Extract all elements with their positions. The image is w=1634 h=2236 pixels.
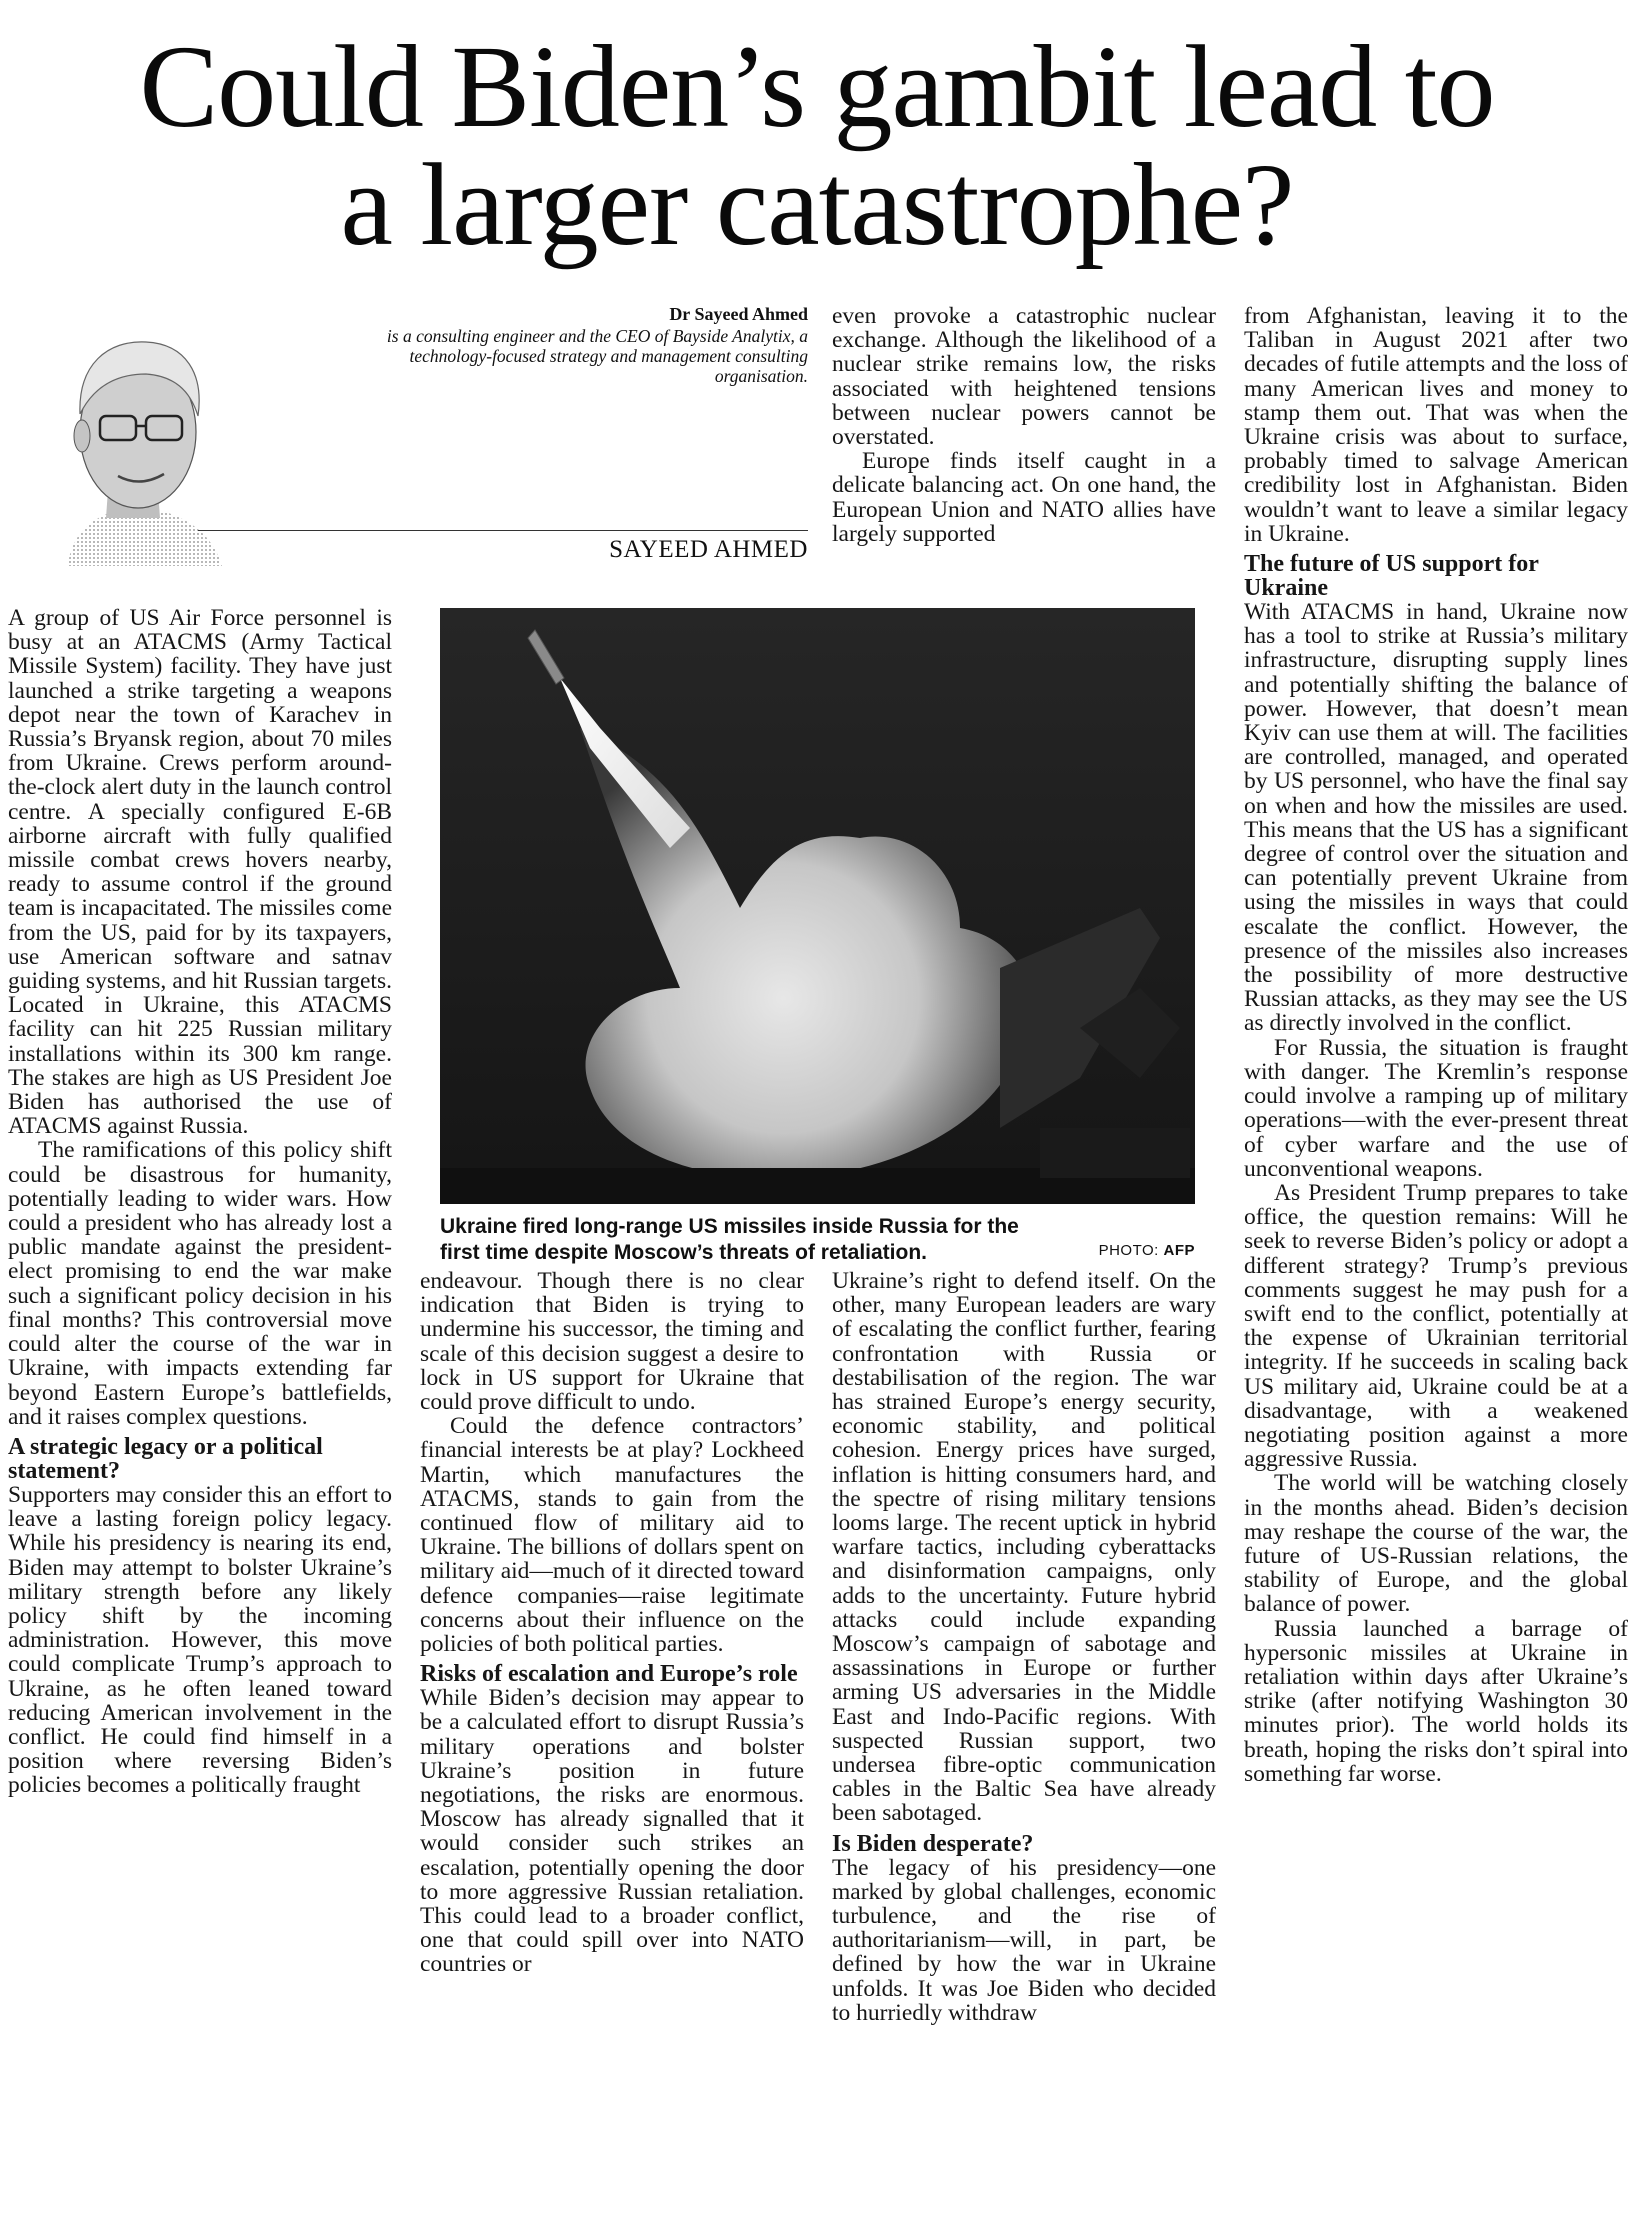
paragraph: The ramifications of this policy shift could be disastrous for humanity, potentially leading to wider wars. How could a president who has already lost a public mandate against the president-elect promising to end the war make such a significant policy decision in his final months? This controversial move could alter the course of the war in Ukraine, with impacts extending far beyond Eastern Europe’s battlefields, and it raises complex questions. — [8, 1137, 392, 1430]
column-1 — [8, 606, 392, 1798]
paragraph: Russia launched a barrage of hypersonic missiles at Ukraine in retaliation within days after Ukraine’s strike (after notifying Washington 30 minutes prior). The world holds its breath, hoping the risks don’t spiral into something far worse. — [1244, 1615, 1628, 1787]
missile-launch-image — [440, 608, 1195, 1204]
paragraph: endeavour. Though there is no clear indication that Biden is trying to undermine his successor, the timing and scale of this decision suggest a desire to lock in US support for Ukraine that could prove difficult to undo. — [420, 1268, 804, 1416]
column-3-top — [832, 304, 1216, 546]
author-portrait — [8, 304, 228, 566]
paragraph: from Afghanistan, leaving it to the Taliban in August 2021 after two decades of futile attempts and the loss of many American lives and money to stamp them out. That was when the Ukraine crisis was about to surface, probably timed to salvage American credibility lost in Afghanistan. Biden wouldn’t want to leave a similar legacy in Ukraine. — [1244, 303, 1628, 547]
paragraph: With ATACMS in hand, Ukraine now has a tool to strike at Russia’s military infrastructure, disrupting supply lines and potentially shifting the balance of power. However, that doesn’t mean Kyiv can use them at will. The facilities are controlled, managed, and operated by US personnel, who have the final say on when and how the missiles are used. This means that the US has a significant degree of control over the situation and can potentially prevent Ukraine from using the missiles in ways that could escalate the conflict. However, the presence of the missiles also increases the possibility of more destructive Russian attacks, as they may see the US as directly involved in the conflict. — [1244, 599, 1628, 1037]
paragraph: The world will be watching closely in the months ahead. Biden’s decision may reshape the course of the war, the future of US-Russian relations, the stability of Europe, and the global balance of power. — [1244, 1470, 1628, 1618]
paragraph: While Biden’s decision may appear to be a calculated effort to disrupt Russia’s military operations and bolster Ukraine’s position in future negotiations, the risks are enormous. Moscow has already signalled that it would consider such strikes an escalation, potentially opening the door to more aggressive Russian retaliation. This could lead to a broader conflict, one that could spill over into NATO countries or — [420, 1685, 804, 1978]
subheading: Is Biden desperate? — [832, 1830, 1034, 1857]
paragraph: The legacy of his presidency—one marked by global challenges, economic turbulence, and the rise of authoritarianism—will, in part, be defined by how the war in Ukraine unfolds. It was Joe Biden who decided to hurriedly withdraw — [832, 1854, 1216, 2026]
credit-source: AFP — [1163, 1242, 1195, 1259]
paragraph: Could the defence contractors’ financial interests be at play? Lockheed Martin, which manufactures the ATACMS, stands to gain from the continued flow of military aid to Ukraine. The billions of dollars spent on military aid—much of it directed toward defence companies—raise legitimate concerns about their influence on the policies of both political parties. — [420, 1413, 804, 1658]
paragraph: For Russia, the situation is fraught with danger. The Kremlin’s response could involve a ramping up of military operations—with the ever-present threat of cyber warfare and the use of unconventional weapons. — [1244, 1034, 1628, 1182]
author-block — [8, 304, 808, 572]
column-3 — [832, 1269, 1216, 2025]
credit-label: PHOTO: — [1098, 1242, 1159, 1259]
byline: SAYEED AHMED — [609, 536, 808, 563]
paragraph: Europe finds itself caught in a delicate balancing act. On one hand, the European Union and NATO allies have largely supported — [832, 448, 1216, 547]
paragraph: even provoke a catastrophic nuclear exchange. Although the likelihood of a nuclear strike remains low, the risks associated with heightened tensions between nuclear powers cannot be overstated. — [832, 303, 1216, 451]
subheading: Risks of escalation and Europe’s role — [420, 1661, 798, 1688]
paragraph: As President Trump prepares to take office, the question remains: Will he seek to reverse Biden’s policy or adopt a different strategy? Trump’s previous comments suggest he may push for a swift end to the conflict, potentially at the expense of Ukrainian territorial integrity. If he succeeds in scaling back US military aid, Ukraine could be at a disadvantage, with a weakened negotiating position against a more aggressive Russia. — [1244, 1179, 1628, 1473]
headline-line-1: Could Biden’s gambit lead to — [139, 21, 1495, 152]
photo-credit — [1099, 1238, 1195, 1264]
paragraph: A group of US Air Force personnel is busy at an ATACMS (Army Tactical Missile System) facility. They have just launched a strike targeting a weapons depot near the town of Karachev in Russia’s Bryansk region, about 70 miles from Ukraine. Crews perform around-the-clock alert duty in the launch control centre. A specially configured E-6B airborne aircraft with fully qualified missile combat crews hovers nearby, ready to assume control if the ground team is incapacitated. The missiles come from the US, paid for by its taxpayers, use American software and satnav guiding systems, and hit Russian targets. Located in Ukraine, this ATACMS facility can hit 225 Russian military installations within its 300 km range. The stakes are high as US President Joe Biden has authorised the use of ATACMS against Russia. — [8, 605, 392, 1140]
headline — [0, 21, 1634, 270]
paragraph: Supporters may consider this an effort to leave a lasting foreign policy legacy. While his presidency is nearing its end, Biden may attempt to bolster Ukraine’s military strength before any likely policy shift by the incoming administration. However, this move could complicate Trump’s approach to Ukraine, as he often leaned toward reducing American involvement in the conflict. He could find himself in a position where reversing Biden’s policies becomes a politically fraught — [8, 1481, 392, 1799]
subheading: A strategic legacy or a political statement? — [8, 1433, 323, 1484]
caption-text: Ukraine fired long-range US missiles inside Russia for the first time despite Moscow’s threats of retaliation. — [440, 1215, 1019, 1264]
byline-rule — [198, 530, 808, 531]
author-name: Dr Sayeed Ahmed — [669, 304, 808, 324]
photo-caption — [440, 1214, 1195, 1266]
paragraph: Ukraine’s right to defend itself. On the other, many European leaders are wary of escalating the conflict further, fearing confrontation with Russia or destabilisation of the region. The war has strained Europe’s energy security, economic stability, and political cohesion. Energy prices have surged, inflation is hitting consumers hard, and the spectre of rising military tensions looms large. The recent uptick in hybrid warfare tactics, including cyberattacks and disinformation campaigns, only adds to the uncertainty. Future hybrid attacks could include expanding Moscow’s campaign of sabotage and assassinations in Europe or further arming US adversaries in the Middle East and Indo-Pacific regions. With suspected Russian support, two undersea fibre-optic communication cables in the Baltic Sea have already been sabotaged. — [832, 1268, 1216, 1827]
column-4 — [1244, 304, 1628, 1786]
column-2 — [420, 1269, 804, 1977]
article-photo — [440, 608, 1195, 1204]
subheading: The future of US support for Ukraine — [1244, 551, 1539, 602]
author-bio: is a consulting engineer and the CEO of Bayside Analytix, a technology-focused strategy and management consulting organisation. — [386, 326, 808, 386]
headline-line-2: a larger catastrophe? — [340, 139, 1294, 270]
